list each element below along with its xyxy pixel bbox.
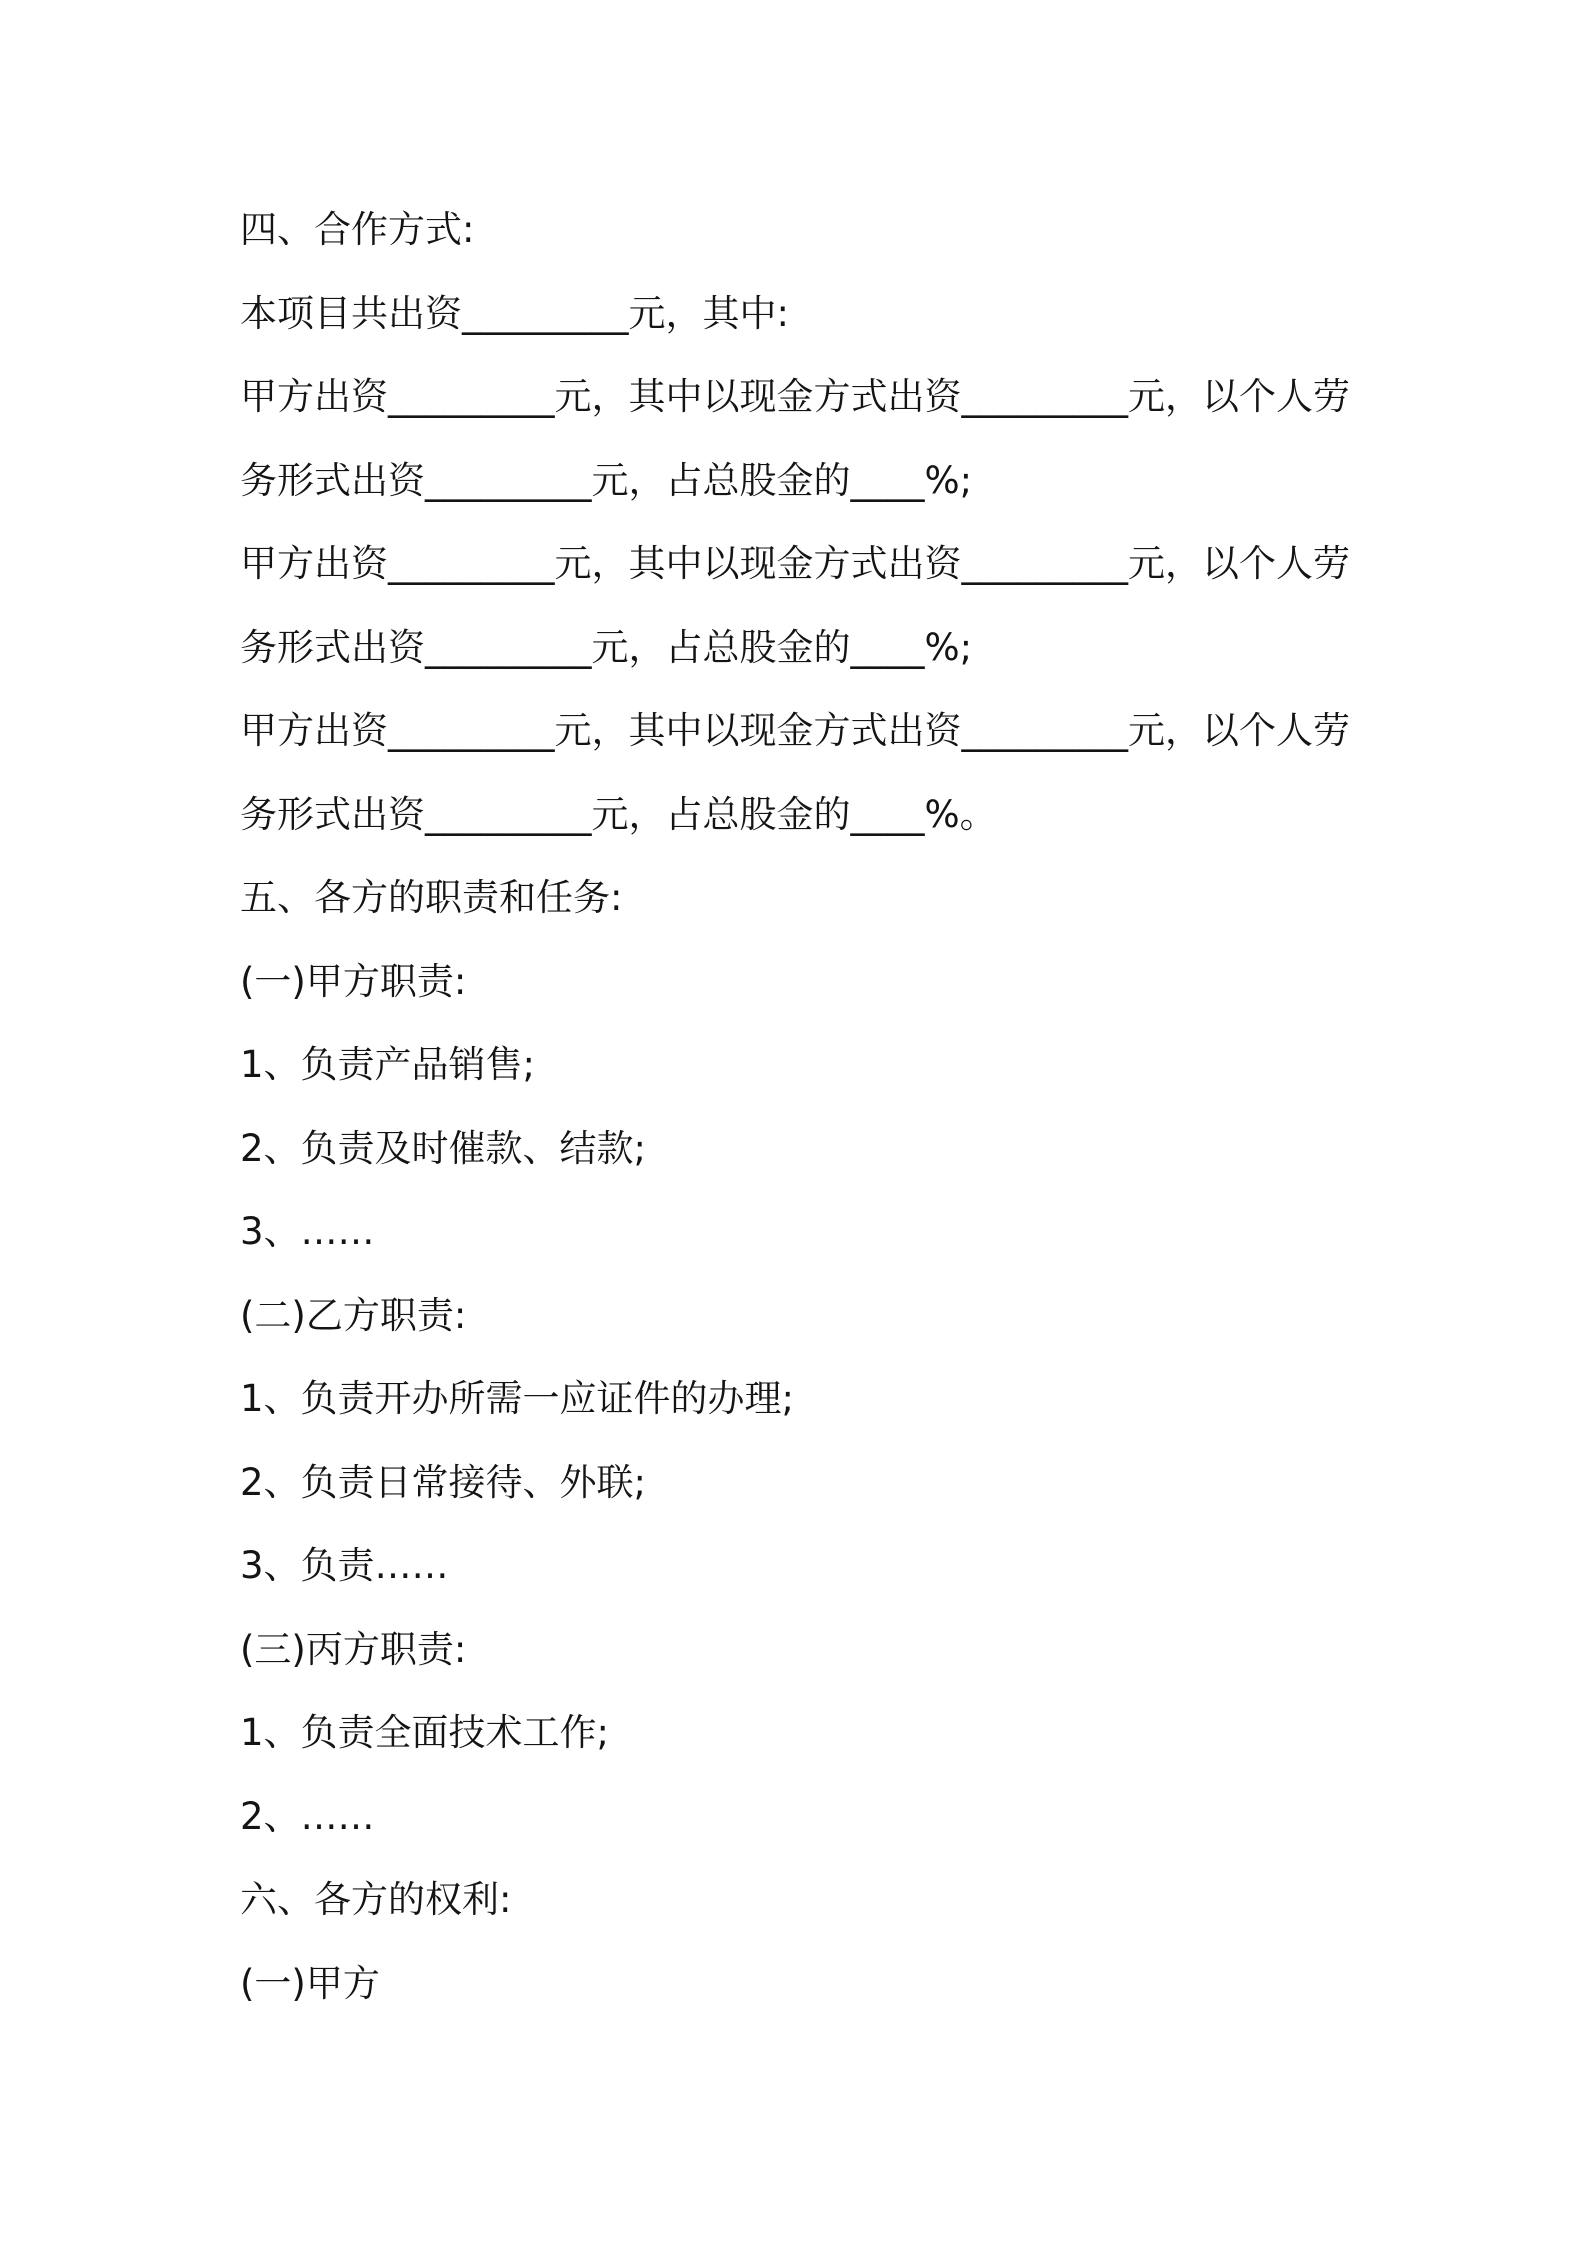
text-line-party-investment: 甲方出资_________元，其中以现金方式出资_________元，以个人劳 bbox=[240, 709, 1350, 752]
list-item: 2、负责及时催款、结款; bbox=[240, 1126, 647, 1170]
text-line-total-investment: 本项目共出资_________元，其中: bbox=[240, 291, 789, 335]
subheading-party-c-duties: (三)丙方职责: bbox=[240, 1627, 467, 1671]
list-item: 2、…… bbox=[240, 1794, 375, 1838]
subheading-party-a-duties: (一)甲方职责: bbox=[240, 959, 467, 1003]
list-item: 1、负责全面技术工作; bbox=[240, 1711, 610, 1754]
text-line-party-investment-cont: 务形式出资_________元，占总股金的____%; bbox=[240, 458, 973, 502]
list-item: 2、负责日常接待、外联; bbox=[240, 1460, 647, 1504]
list-item: 1、负责产品销售; bbox=[240, 1043, 536, 1086]
list-item: 3、负责…… bbox=[240, 1544, 449, 1587]
text-line-party-investment-cont: 务形式出资_________元，占总股金的____%; bbox=[240, 625, 973, 669]
text-line-party-investment-cont: 务形式出资_________元，占总股金的____%。 bbox=[240, 792, 997, 836]
document-body bbox=[240, 206, 1380, 2043]
subheading-party-a-rights: (一)甲方 bbox=[240, 1961, 380, 2005]
subheading-party-b-duties: (二)乙方职责: bbox=[240, 1293, 467, 1337]
section-heading-cooperation: 四、合作方式: bbox=[240, 208, 475, 251]
list-item: 1、负责开办所需一应证件的办理; bbox=[240, 1377, 795, 1420]
text-line-party-investment: 甲方出资_________元，其中以现金方式出资_________元，以个人劳 bbox=[240, 375, 1350, 418]
section-heading-duties: 五、各方的职责和任务: bbox=[240, 876, 623, 919]
list-item: 3、…… bbox=[240, 1210, 375, 1253]
text-line-party-investment: 甲方出资_________元，其中以现金方式出资_________元，以个人劳 bbox=[240, 542, 1350, 585]
section-heading-rights: 六、各方的权利: bbox=[240, 1878, 512, 1921]
